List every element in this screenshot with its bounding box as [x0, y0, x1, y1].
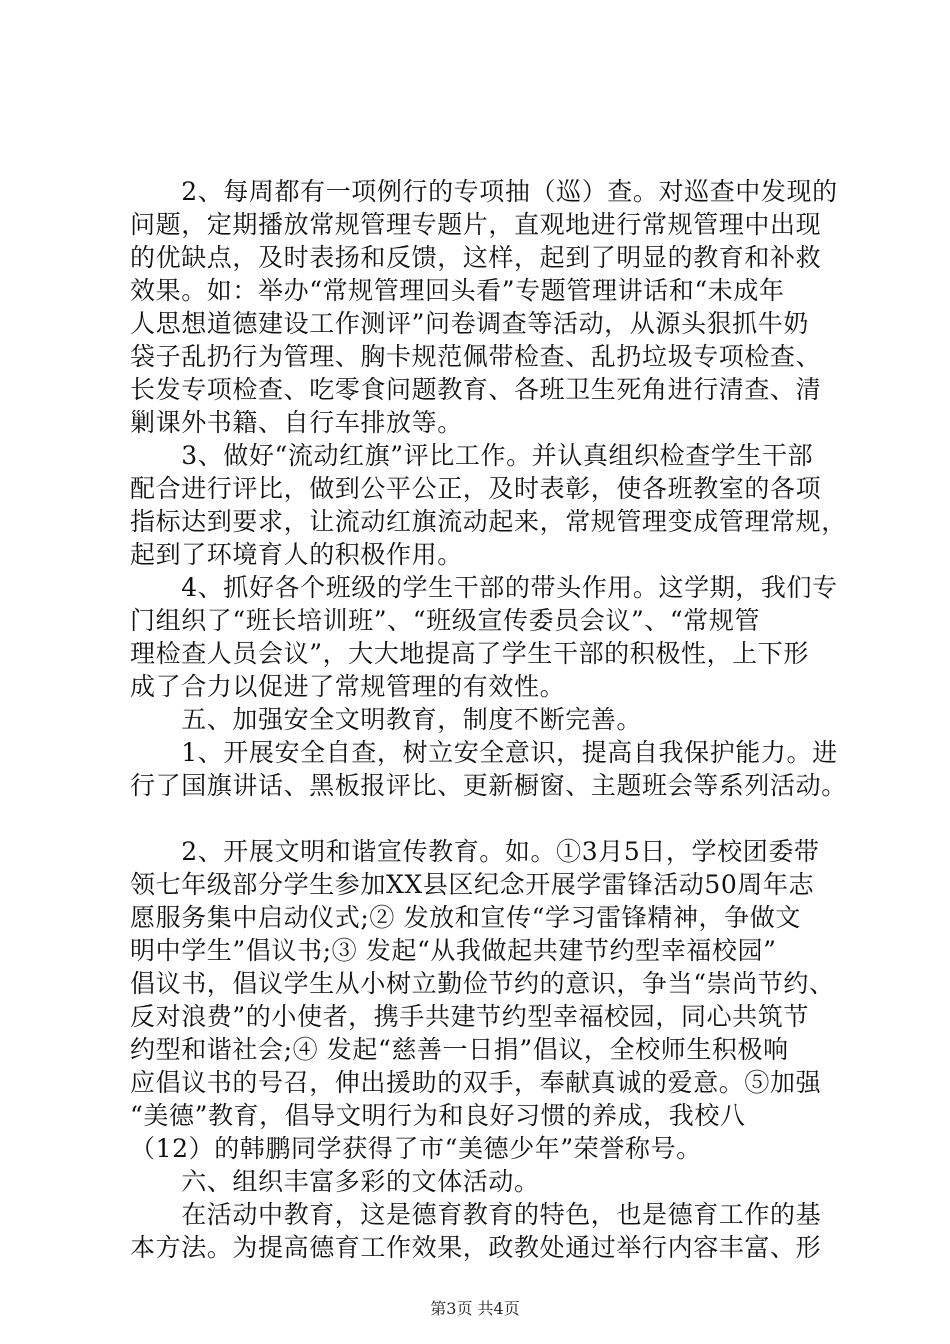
body-line: 行了国旗讲话、黑板报评比、更新橱窗、主题班会等系列活动。: [130, 771, 847, 800]
body-line: 起到了环境育人的积极作用。: [130, 540, 463, 569]
body-line: “美德”教育，倡导文明行为和良好习惯的养成，我校八: [130, 1101, 746, 1130]
section-heading: 五、加强安全文明教育，制度不断完善。: [130, 705, 643, 734]
body-line: 约型和谐社会;④ 发起“慈善一日捐”倡议，全校师生积极响: [130, 1035, 789, 1064]
body-line: 问题，定期播放常规管理专题片，直观地进行常规管理中出现: [130, 210, 822, 239]
body-line: 反对浪费”的小使者，携手共建节约型幸福校园，同心共筑节: [130, 1002, 809, 1031]
body-line: 长发专项检查、吃零食问题教育、各班卫生死角进行清查、清: [130, 375, 822, 404]
body-line: 1、开展安全自查，树立安全意识，提高自我保护能力。进: [130, 738, 838, 767]
body-line: 效果。如：举办“常规管理回头看”专题管理讲话和“未成年: [130, 276, 785, 305]
body-line: 应倡议书的号召，伸出援助的双手，奉献真诚的爱意。⑤加强: [130, 1068, 822, 1097]
body-line: 配合进行评比，做到公平公正，及时表彰，使各班教室的各项: [130, 474, 822, 503]
body-line: 2、开展文明和谐宣传教育。如。①3月5日，学校团委带: [130, 837, 820, 866]
body-line: 3、做好“流动红旗”评比工作。并认真组织检查学生干部: [130, 441, 814, 470]
body-line: 领七年级部分学生参加XX县区纪念开展学雷锋活动50周年志: [130, 870, 815, 899]
body-line: 袋子乱扔行为管理、胸卡规范佩带检查、乱扔垃圾专项检查、: [130, 342, 822, 371]
body-line: 的优缺点，及时表扬和反馈，这样，起到了明显的教育和补救: [130, 243, 822, 272]
body-line: 4、抓好各个班级的学生干部的带头作用。这学期，我们专: [130, 573, 838, 602]
section-heading: 六、组织丰富多彩的文体活动。: [130, 1167, 540, 1196]
body-line: 愿服务集中启动仪式;② 发放和宣传“学习雷锋精神，争做文: [130, 903, 801, 932]
body-line: 理检查人员会议”，大大地提高了学生干部的积极性，上下形: [130, 639, 809, 668]
body-line: 倡议书，倡议学生从小树立勤俭节约的意识，争当“崇尚节约、: [130, 969, 835, 998]
body-line: （12）的韩鹏同学获得了市“美德少年”荣誉称号。: [130, 1134, 702, 1163]
body-line: 指标达到要求，让流动红旗流动起来，常规管理变成管理常规，: [130, 507, 847, 536]
body-line: 在活动中教育，这是德育教育的特色，也是德育工作的基: [130, 1200, 822, 1229]
body-line: 门组织了“班长培训班”、“班级宣传委员会议”、“常规管: [130, 606, 761, 635]
page-footer: 第3页 共4页: [430, 1299, 520, 1318]
body-line: 成了合力以促进了常规管理的有效性。: [130, 672, 566, 701]
body-line: 2、每周都有一项例行的专项抽（巡）查。对巡查中发现的: [130, 177, 838, 206]
body-line: 剿课外书籍、自行车排放等。: [130, 408, 463, 437]
body-line: 明中学生”倡议书;③ 发起“从我做起共建节约型幸福校园”: [130, 936, 777, 965]
body-line: 人思想道德建设工作测评”问卷调查等活动，从源头狠抓牛奶: [130, 309, 809, 338]
body-line: 本方法。为提高德育工作效果，政教处通过举行内容丰富、形: [130, 1233, 822, 1262]
